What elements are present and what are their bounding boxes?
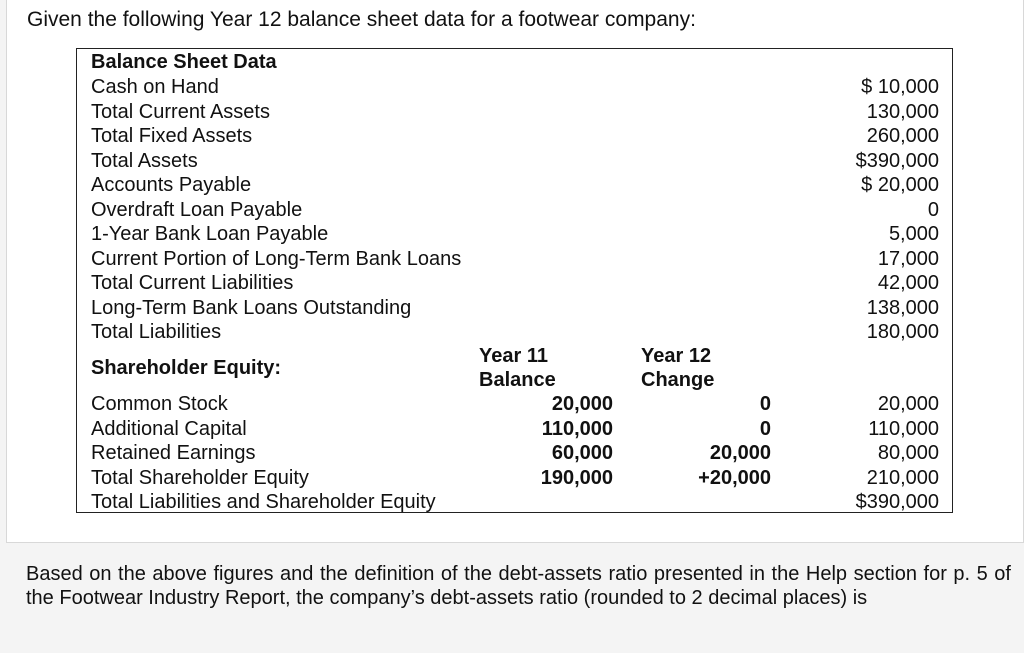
table-row xyxy=(77,247,952,271)
row-value: 138,000 xyxy=(866,296,939,319)
row-value: 180,000 xyxy=(866,321,939,343)
row-value: 20,000 xyxy=(877,393,939,415)
year12-header-line1: Year 12 xyxy=(641,345,712,367)
table-row xyxy=(77,441,952,465)
year11-value: 110,000 xyxy=(541,417,613,440)
row-value: 110,000 xyxy=(868,417,939,440)
table-row xyxy=(77,149,952,173)
row-label: Total Liabilities xyxy=(91,321,222,343)
change-value: 0 xyxy=(759,417,771,440)
table-row xyxy=(77,320,952,344)
year11-value: 60,000 xyxy=(551,442,613,464)
equity-header: Shareholder Equity: xyxy=(91,357,282,379)
row-label: Total Assets xyxy=(91,149,198,172)
table-row xyxy=(77,417,952,441)
change-value: 20,000 xyxy=(709,442,771,464)
table-row xyxy=(77,222,952,246)
row-label: Overdraft Loan Payable xyxy=(91,198,303,221)
table-row xyxy=(77,198,952,222)
row-value: $390,000 xyxy=(855,491,939,513)
year11-value: 20,000 xyxy=(551,393,613,415)
row-label: Additional Capital xyxy=(91,417,247,440)
year11-value: 190,000 xyxy=(540,466,613,489)
row-label: 1-Year Bank Loan Payable xyxy=(91,223,329,245)
row-label: Total Shareholder Equity xyxy=(91,466,309,489)
table-row xyxy=(77,490,952,514)
year11-header-line2: Balance xyxy=(479,369,556,391)
change-value: 0 xyxy=(759,393,771,415)
table-row xyxy=(77,173,952,197)
question-prompt xyxy=(0,543,1024,653)
row-value: 0 xyxy=(927,198,939,221)
row-label: Retained Earnings xyxy=(91,442,256,464)
table-row xyxy=(77,392,952,416)
row-value: $ 10,000 xyxy=(861,76,939,98)
question-intro: Given the following Year 12 balance sheet data for a footwear company: xyxy=(27,8,696,31)
row-value: 42,000 xyxy=(877,272,939,294)
change-value: +20,000 xyxy=(698,466,771,489)
row-label: Accounts Payable xyxy=(91,174,252,196)
row-value: 5,000 xyxy=(888,223,939,245)
row-value: 260,000 xyxy=(866,125,939,147)
row-label: Total Current Assets xyxy=(91,100,270,123)
row-value: 17,000 xyxy=(877,247,939,270)
row-value: 80,000 xyxy=(877,442,939,464)
table-row xyxy=(77,75,952,99)
row-label: Total Liabilities and Shareholder Equity xyxy=(91,491,436,513)
table-row xyxy=(77,124,952,148)
row-label: Common Stock xyxy=(91,393,228,415)
table-row xyxy=(77,100,952,124)
row-value: 210,000 xyxy=(866,466,939,489)
row-label: Cash on Hand xyxy=(91,76,219,98)
year11-header-line1: Year 11 xyxy=(479,345,548,367)
row-value: 130,000 xyxy=(866,100,939,123)
table-title-row xyxy=(77,50,952,74)
balance-sheet-table xyxy=(76,48,953,513)
row-label: Total Fixed Assets xyxy=(91,125,253,147)
year12-header-line2: Change xyxy=(641,369,715,391)
row-label: Long-Term Bank Loans Outstanding xyxy=(91,296,412,319)
question-card xyxy=(6,0,1024,543)
row-label: Total Current Liabilities xyxy=(91,272,294,294)
row-label: Current Portion of Long-Term Bank Loans xyxy=(91,247,462,270)
table-row xyxy=(77,296,952,320)
table-row xyxy=(77,271,952,295)
table-row xyxy=(77,466,952,490)
row-value: $ 20,000 xyxy=(861,174,939,196)
row-value: $390,000 xyxy=(855,149,939,172)
question-text: Based on the above figures and the definition of the debt-assets ratio presented in the Help section for p. 5 of the Footwear Industry Report, the company’s debt-assets ratio (rounded to 2 decimal places) is xyxy=(26,563,1011,609)
table-title: Balance Sheet Data xyxy=(91,51,277,73)
